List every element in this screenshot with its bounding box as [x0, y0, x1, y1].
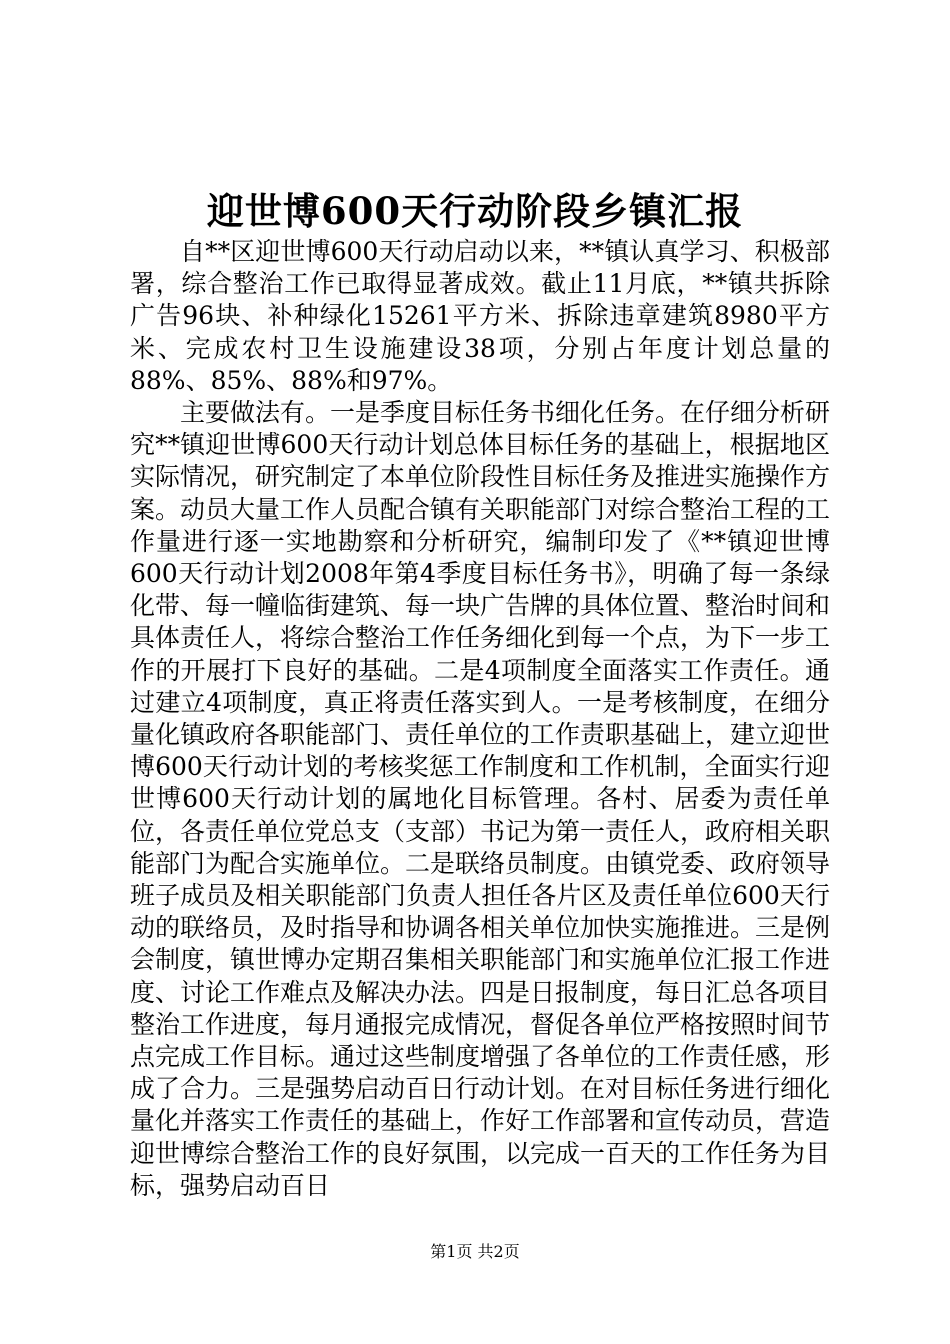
document-body — [130, 236, 830, 1202]
paragraph-summary: 自**区迎世博600天行动启动以来，**镇认真学习、积极部署，综合整治工作已取得显著成效。截止11月底，**镇共拆除广告96块、补种绿化15261平方米、拆除违章建筑8980平方米、完成农村卫生设施建设38项，分别占年度计划总量的88%、85%、88%和97%。 — [130, 237, 830, 395]
document-title: 迎世博600天行动阶段乡镇汇报 — [206, 189, 744, 233]
page-number: 第1页 共2页 — [430, 1242, 520, 1261]
paragraph-methods: 主要做法有。一是季度目标任务书细化任务。在仔细分析研究**镇迎世博600天行动计划总体目标任务的基础上，根据地区实际情况，研究制定了本单位阶段性目标任务及推进实施操作方案。动员大量工作人员配合镇有关职能部门对综合整治工程的工作量进行逐一实地勘察和分析研究，编制印发了《**镇迎世博600天行动计划2008年第4季度目标任务书》，明确了每一条绿化带、每一幢临街建筑、每一块广告牌的具体位置、整治时间和具体责任人，将综合整治工作任务细化到每一个点，为下一步工作的开展打下良好的基础。二是4项制度全面落实工作责任。通过建立4项制度，真正将责任落实到人。一是考核制度，在细分量化镇政府各职能部门、责任单位的工作责职基础上，建立迎世博600天行动计划的考核奖惩工作制度和工作机制，全面实行迎世博600天行动计划的属地化目标管理。各村、居委为责任单位，各责任单位党总支（支部）书记为第一责任人，政府相关职能部门为配合实施单位。二是联络员制度。由镇党委、政府领导班子成员及相关职能部门负责人担任各片区及责任单位600天行动的联络员，及时指导和协调各相关单位加快实施推进。三是例会制度，镇世博办定期召集相关职能部门和实施单位汇报工作进度、讨论工作难点及解决办法。四是日报制度，每日汇总各项目整治工作进度，每月通报完成情况，督促各单位严格按照时间节点完成工作目标。通过这些制度增强了各单位的工作责任感，形成了合力。三是强势启动百日行动计划。在对目标任务进行细化量化并落实工作责任的基础上，作好工作部署和宣传动员，营造迎世博综合整治工作的良好氛围，以完成一百天的工作任务为目标，强势启动百日 — [130, 398, 831, 1200]
